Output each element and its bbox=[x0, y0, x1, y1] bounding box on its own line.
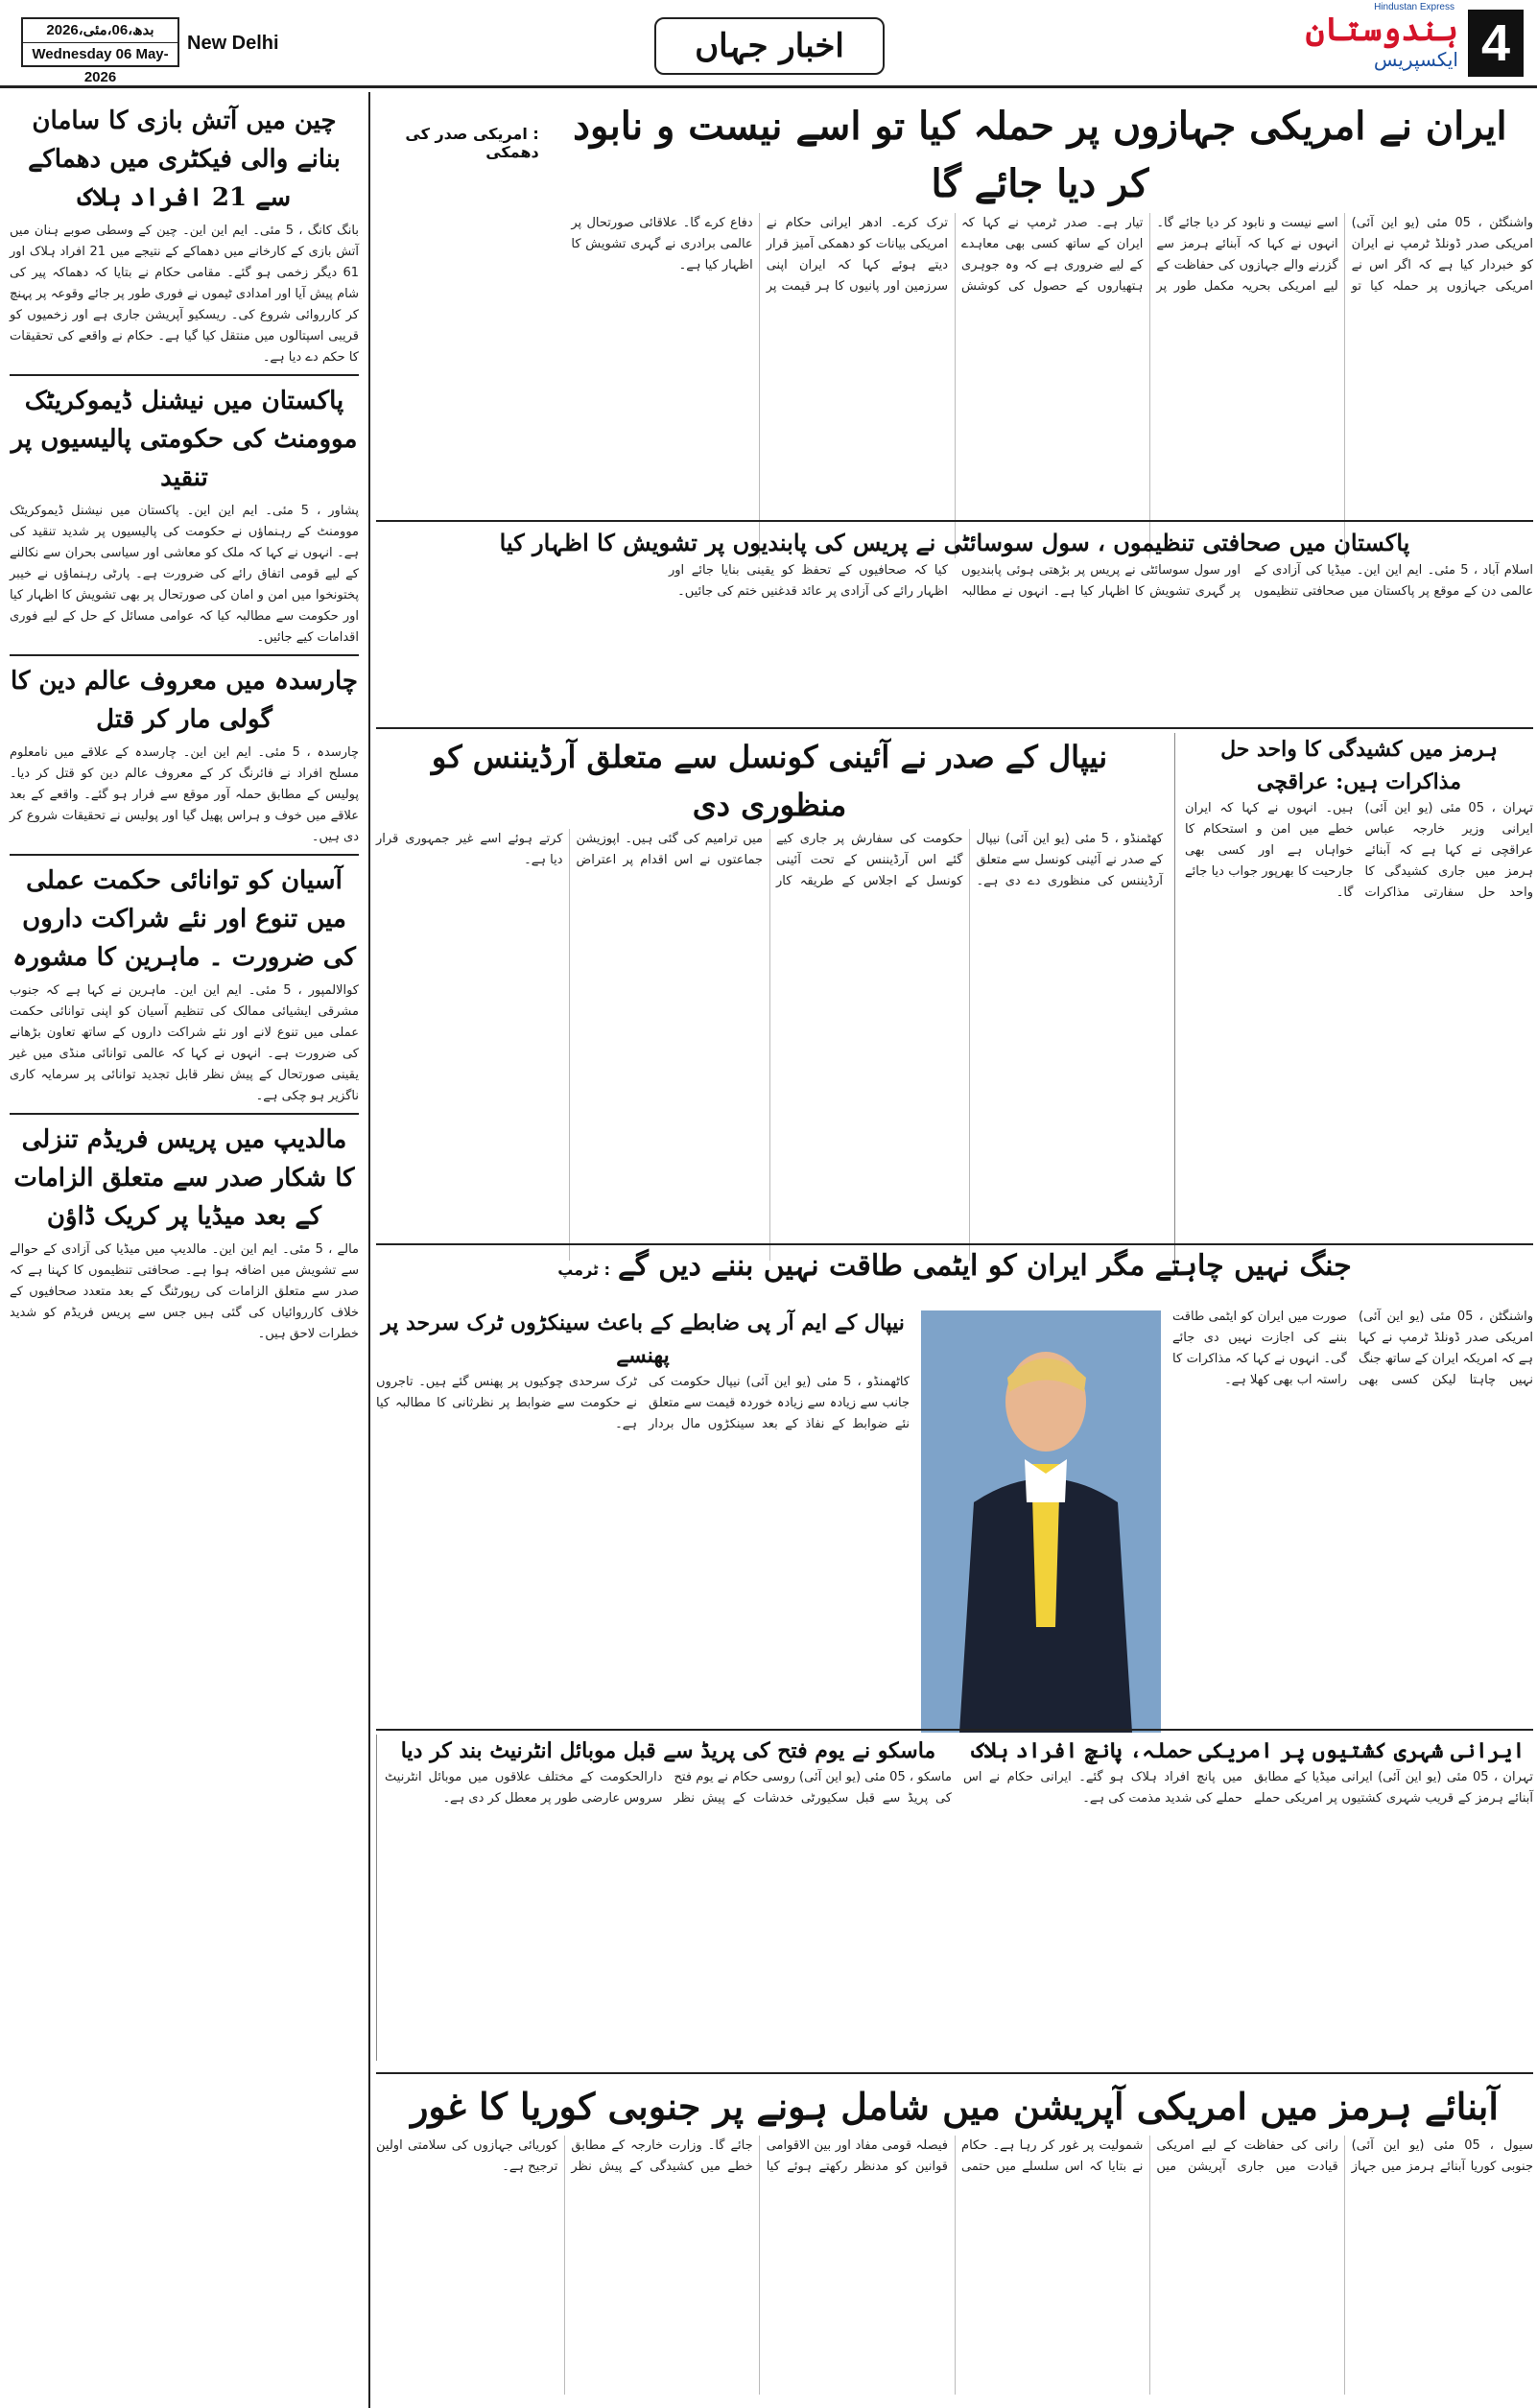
divider bbox=[376, 727, 1533, 729]
war-kicker: : ٹرمپ bbox=[557, 1261, 610, 1279]
date-urdu: بدھ،06،مئی،2026 bbox=[23, 19, 177, 43]
story-body: کوالالمپور ، 5 مئی۔ ایم این این۔ ماہرین نے کہا ہے کہ جنوب مشرقی ایشیائی ممالک کی تنظیم آسیان کو اپنی توانائی حکمت عملی میں تنوع لانے اور نئے شراکت داروں کے ساتھ تعاون بڑھانے کی ضرورت ہے۔ انہوں نے کہا کہ عالمی توانائی منڈی میں غیر یقینی صورتحال کے پیش نظر قابل تجدید توانائی پر سرمایہ کاری ناگزیر ہو چکی ہے۔ bbox=[10, 983, 359, 1103]
story-maldives bbox=[10, 1121, 359, 1345]
war-headline: جنگ نہیں چاہتے مگر ایران کو ایٹمی طاقت نہیں بننے دیں گے bbox=[618, 1249, 1352, 1283]
masthead bbox=[0, 0, 1537, 88]
lead-headline: ایران نے امریکی جہازوں پر حملہ کیا تو اسے نیست و نابود کر دیا جائے گا bbox=[573, 104, 1507, 206]
headline: چارسدہ میں معروف عالم دین کا گولی مار کر قتل bbox=[11, 667, 358, 734]
story-body: اسلام آباد ، 5 مئی۔ ایم این این۔ میڈیا کی آزادی کے عالمی دن کے موقع پر پاکستان میں صحافتی تنظیموں اور سول سوسائٹی نے پریس پر بڑھتی ہوئی پابندیوں پر گہری تشویش کا اظہار کیا ہے۔ انہوں نے مطالبہ کیا کہ صحافیوں کے تحفظ کو یقینی بنایا جائے اور اظہار رائے کی آزادی پر عائد قدغنیں ختم کی جائیں۔ bbox=[669, 563, 1534, 599]
divider bbox=[376, 520, 1533, 522]
headline: آبنائے ہرمز میں امریکی آپریشن میں شامل ہونے پر جنوبی کوریا کا غور bbox=[411, 2085, 1499, 2128]
headline: مالدیپ میں پریس فریڈم تنزلی کا شکار صدر سے متعلق الزامات کے بعد میڈیا پر کریک ڈاؤن bbox=[13, 1125, 355, 1231]
headline: آسیان کو توانائی حکمت عملی میں تنوع اور نئے شراکت داروں کی ضرورت ۔ ماہرین کا مشورہ bbox=[12, 866, 356, 972]
headline: ماسکو نے یوم فتح کی پریڈ سے قبل موبائل انٹرنیٹ بند کر دیا bbox=[400, 1738, 936, 1763]
hormuz-araghchi-story bbox=[1174, 733, 1533, 1270]
headline: نیپال کے صدر نے آئینی کونسل سے متعلق آرڈیننس کو منظوری دی bbox=[431, 739, 1108, 823]
headline: ایرانی شہری کشتیوں پر امریکی حملہ، پانچ افراد ہلاک bbox=[971, 1738, 1525, 1763]
story-body: ماسکو ، 05 مئی (یو این آئی) روسی حکام نے یوم فتح کی پریڈ سے قبل سکیورٹی خدشات کے پیش نظر دارالحکومت کے مختلف علاقوں میں موبائل انٹرنیٹ سروس عارضی طور پر معطل کر دی ہے۔ bbox=[385, 1770, 952, 1806]
date-box bbox=[21, 17, 179, 85]
story-body: پشاور ، 5 مئی۔ ایم این این۔ پاکستان میں نیشنل ڈیموکریٹک موومنٹ کے رہنماؤں نے حکومت کی پالیسیوں پر شدید تنقید کی ہے۔ انہوں نے کہا کہ ملک کو معاشی اور سیاسی بحران سے نکالنے کے لیے قومی اتفاق رائے کی ضرورت ہے۔ پارٹی رہنماؤں نے خیبر پختونخوا میں امن و امان کی صورتحال پر بھی تشویش کا اظہار کیا اور حکومت سے مطالبہ کیا کہ عوامی مسائل کے حل کے لیے فوری اقدامات کیے جائیں۔ bbox=[10, 504, 359, 645]
story-body: سیول ، 05 مئی (یو این آئی) جنوبی کوریا آبنائے ہرمز میں جہاز رانی کی حفاظت کے لیے امریکی قیادت میں جاری آپریشن میں شمولیت پر غور کر رہا ہے۔ حکام نے بتایا کہ اس سلسلے میں حتمی فیصلہ قومی مفاد اور بین الاقوامی قوانین کو مدنظر رکھتے ہوئے کیا جائے گا۔ وزارت خارجہ کے مطابق خطے میں کشیدگی کے پیش نظر کوریائی جہازوں کی سلامتی اولین ترجیح ہے۔ bbox=[376, 2138, 1534, 2174]
headline: پاکستان میں نیشنل ڈیموکریٹک موومنٹ کی حکومتی پالیسیوں پر تنقید bbox=[11, 387, 358, 492]
nepal-ordinance-story bbox=[376, 733, 1163, 1232]
logo-sub-text: ایکسپریس bbox=[1373, 48, 1458, 71]
divider bbox=[10, 654, 359, 656]
story-body: چارسدہ ، 5 مئی۔ ایم این این۔ چارسدہ کے علاقے میں نامعلوم مسلح افراد نے فائرنگ کر کے معروف عالم دین کو قتل کر دیا۔ پولیس کے مطابق حملہ آور موقع سے فرار ہو گئے۔ واقعے کے بعد علاقے میں خوف و ہراس پھیل گیا اور پولیس نے تحقیقات شروع کر دی ہیں۔ bbox=[10, 745, 359, 844]
left-column bbox=[0, 92, 370, 2408]
divider bbox=[376, 2072, 1533, 2074]
story-charsadda bbox=[10, 662, 359, 848]
lead-kicker: : امریکی صدر کی دھمکی bbox=[405, 125, 539, 161]
headline: چین میں آتش بازی کا سامان بنانے والی فیکٹری میں دھماکے سے 21 افراد ہلاک bbox=[28, 106, 341, 212]
divider bbox=[10, 854, 359, 856]
pakistan-press-story bbox=[376, 526, 1533, 718]
divider bbox=[376, 1729, 1533, 1731]
lead-story bbox=[376, 98, 1533, 510]
date-english: Wednesday 06 May-2026 bbox=[32, 46, 169, 85]
story-body: تہران ، 05 مئی (یو این آئی) ایرانی میڈیا کے مطابق آبنائے ہرمز کے قریب شہری کشتیوں پر امریکی حملے میں پانچ افراد ہلاک ہو گئے۔ ایرانی حکام نے اس حملے کی شدید مذمت کی ہے۔ bbox=[963, 1770, 1533, 1806]
nepal-border-story bbox=[376, 1307, 910, 1710]
war-body: واشنگٹن ، 05 مئی (یو این آئی) امریکی صدر ڈونلڈ ٹرمپ نے کہا ہے کہ امریکہ ایران کے ساتھ جنگ نہیں چاہتا لیکن کسی بھی صورت میں ایران کو ایٹمی طاقت بننے کی اجازت نہیں دی جائے گی۔ انہوں نے کہا کہ مذاکرات کا راستہ اب بھی کھلا ہے۔ bbox=[1172, 1310, 1533, 1387]
story-pakistan-ndm bbox=[10, 382, 359, 649]
story-china-fireworks bbox=[10, 102, 359, 368]
headline: ہرمز میں کشیدگی کا واحد حل مذاکرات ہیں: عراقچی bbox=[1220, 737, 1498, 794]
story-body: کاٹھمنڈو ، 5 مئی (یو این آئی) نیپال حکومت کی جانب سے زیادہ سے زیادہ خوردہ قیمت سے متعلق نئے ضوابط کے نفاذ کے بعد سینکڑوں مال بردار ٹرک سرحدی چوکیوں پر پھنس گئے ہیں۔ تاجروں نے حکومت سے ضوابط پر نظرثانی کا مطالبہ کیا ہے۔ bbox=[376, 1375, 910, 1431]
story-body: مالے ، 5 مئی۔ ایم این این۔ مالدیپ میں میڈیا کی آزادی کے حوالے سے تشویش میں اضافہ ہوا ہے۔ صحافتی تنظیموں کا کہنا ہے کہ صدر سے متعلق الزامات کی رپورٹنگ کے بعد متعدد صحافیوں کے خلاف کارروائیاں کی گئی ہیں جس سے پریس فریڈم کو شدید خطرات لاحق ہیں۔ bbox=[10, 1242, 359, 1341]
city-label: New Delhi bbox=[187, 33, 279, 54]
headline: پاکستان میں صحافتی تنظیموں ، سول سوسائٹی نے پریس کی پابندیوں پر تشویش کا اظہار کیا bbox=[499, 529, 1410, 556]
story-asean bbox=[10, 862, 359, 1107]
divider bbox=[10, 1113, 359, 1115]
page-number: 4 bbox=[1468, 10, 1524, 77]
divider bbox=[376, 1243, 1533, 1245]
logo-main-text: ہندوستان bbox=[1305, 11, 1458, 49]
main-area bbox=[376, 92, 1533, 2408]
logo-english: Hindustan Express bbox=[1374, 2, 1454, 12]
iran-boats-story bbox=[963, 1735, 1533, 2061]
korea-story bbox=[376, 2078, 1533, 2404]
person-photo-icon bbox=[921, 1310, 1161, 1733]
headline: نیپال کے ایم آر پی ضابطے کے باعث سینکڑوں ٹرک سرحد پر پھنسے bbox=[381, 1310, 905, 1368]
war-headline-block bbox=[376, 1249, 1533, 1307]
moscow-story bbox=[376, 1735, 952, 2061]
story-body: تہران ، 05 مئی (یو این آئی) ایرانی وزیر خارجہ عباس عراقچی نے کہا ہے کہ آبنائے ہرمز میں جاری کشیدگی کا واحد حل سفارتی مذاکرات ہیں۔ انہوں نے کہا کہ ایران خطے میں امن و استحکام کا خواہاں ہے اور کسی بھی جارحیت کا بھرپور جواب دیا جائے گا۔ bbox=[1185, 801, 1533, 900]
trump-photo bbox=[921, 1310, 1161, 1733]
divider bbox=[10, 374, 359, 376]
story-body: بانگ کانگ ، 5 مئی۔ ایم این این۔ چین کے وسطی صوبے ہنان میں آتش بازی کے کارخانے میں دھماکے کے نتیجے میں 21 افراد ہلاک اور 61 دیگر زخمی ہو گئے۔ مقامی حکام نے بتایا کہ دھماکہ پیر کی شام پیش آیا اور امدادی ٹیموں نے فوری طور پر جائے وقوعہ پر پہنچ کر کارروائی شروع کی۔ ریسکیو آپریشن جاری ہے اور زخمیوں کو قریبی اسپتالوں میں منتقل کیا گیا ہے۔ حکام نے واقعے کی تحقیقات کا حکم دے دیا ہے۔ bbox=[10, 224, 359, 365]
section-title: اخبار جہاں bbox=[654, 17, 885, 75]
lead-body: واشنگٹن ، 05 مئی (یو این آئی) امریکی صدر ڈونلڈ ٹرمپ نے ایران کو خبردار کیا ہے کہ اگر اس نے امریکی جہازوں پر حملہ کیا تو اسے نیست و نابود کر دیا جائے گا۔ انہوں نے کہا کہ آبنائے ہرمز سے گزرنے والے جہازوں کی حفاظت کے لیے امریکی بحریہ مکمل طور پر تیار ہے۔ صدر ٹرمپ نے کہا کہ ایران کے ساتھ کسی بھی معاہدے کے لیے ضروری ہے کہ وہ جوہری ہتھیاروں کے حصول کی کوشش ترک کرے۔ ادھر ایرانی حکام نے امریکی بیانات کو دھمکی آمیز قرار دیتے ہوئے کہا کہ ایران اپنی سرزمین اور پانیوں کا ہر قیمت پر دفاع کرے گا۔ علاقائی صورتحال پر عالمی برادری نے گہری تشویش کا اظہار کیا ہے۔ bbox=[571, 216, 1533, 294]
newspaper-logo bbox=[1266, 2, 1458, 77]
story-body: کھٹمنڈو ، 5 مئی (یو این آئی) نیپال کے صدر نے آئینی کونسل سے متعلق آرڈیننس کی منظوری دے دی ہے۔ حکومت کی سفارش پر جاری کیے گئے اس آرڈیننس کے تحت آئینی کونسل کے اجلاس کے طریقہ کار میں ترامیم کی گئی ہیں۔ اپوزیشن جماعتوں نے اس اقدام پر اعتراض کرتے ہوئے اسے غیر جمہوری قرار دیا ہے۔ bbox=[376, 832, 1163, 888]
